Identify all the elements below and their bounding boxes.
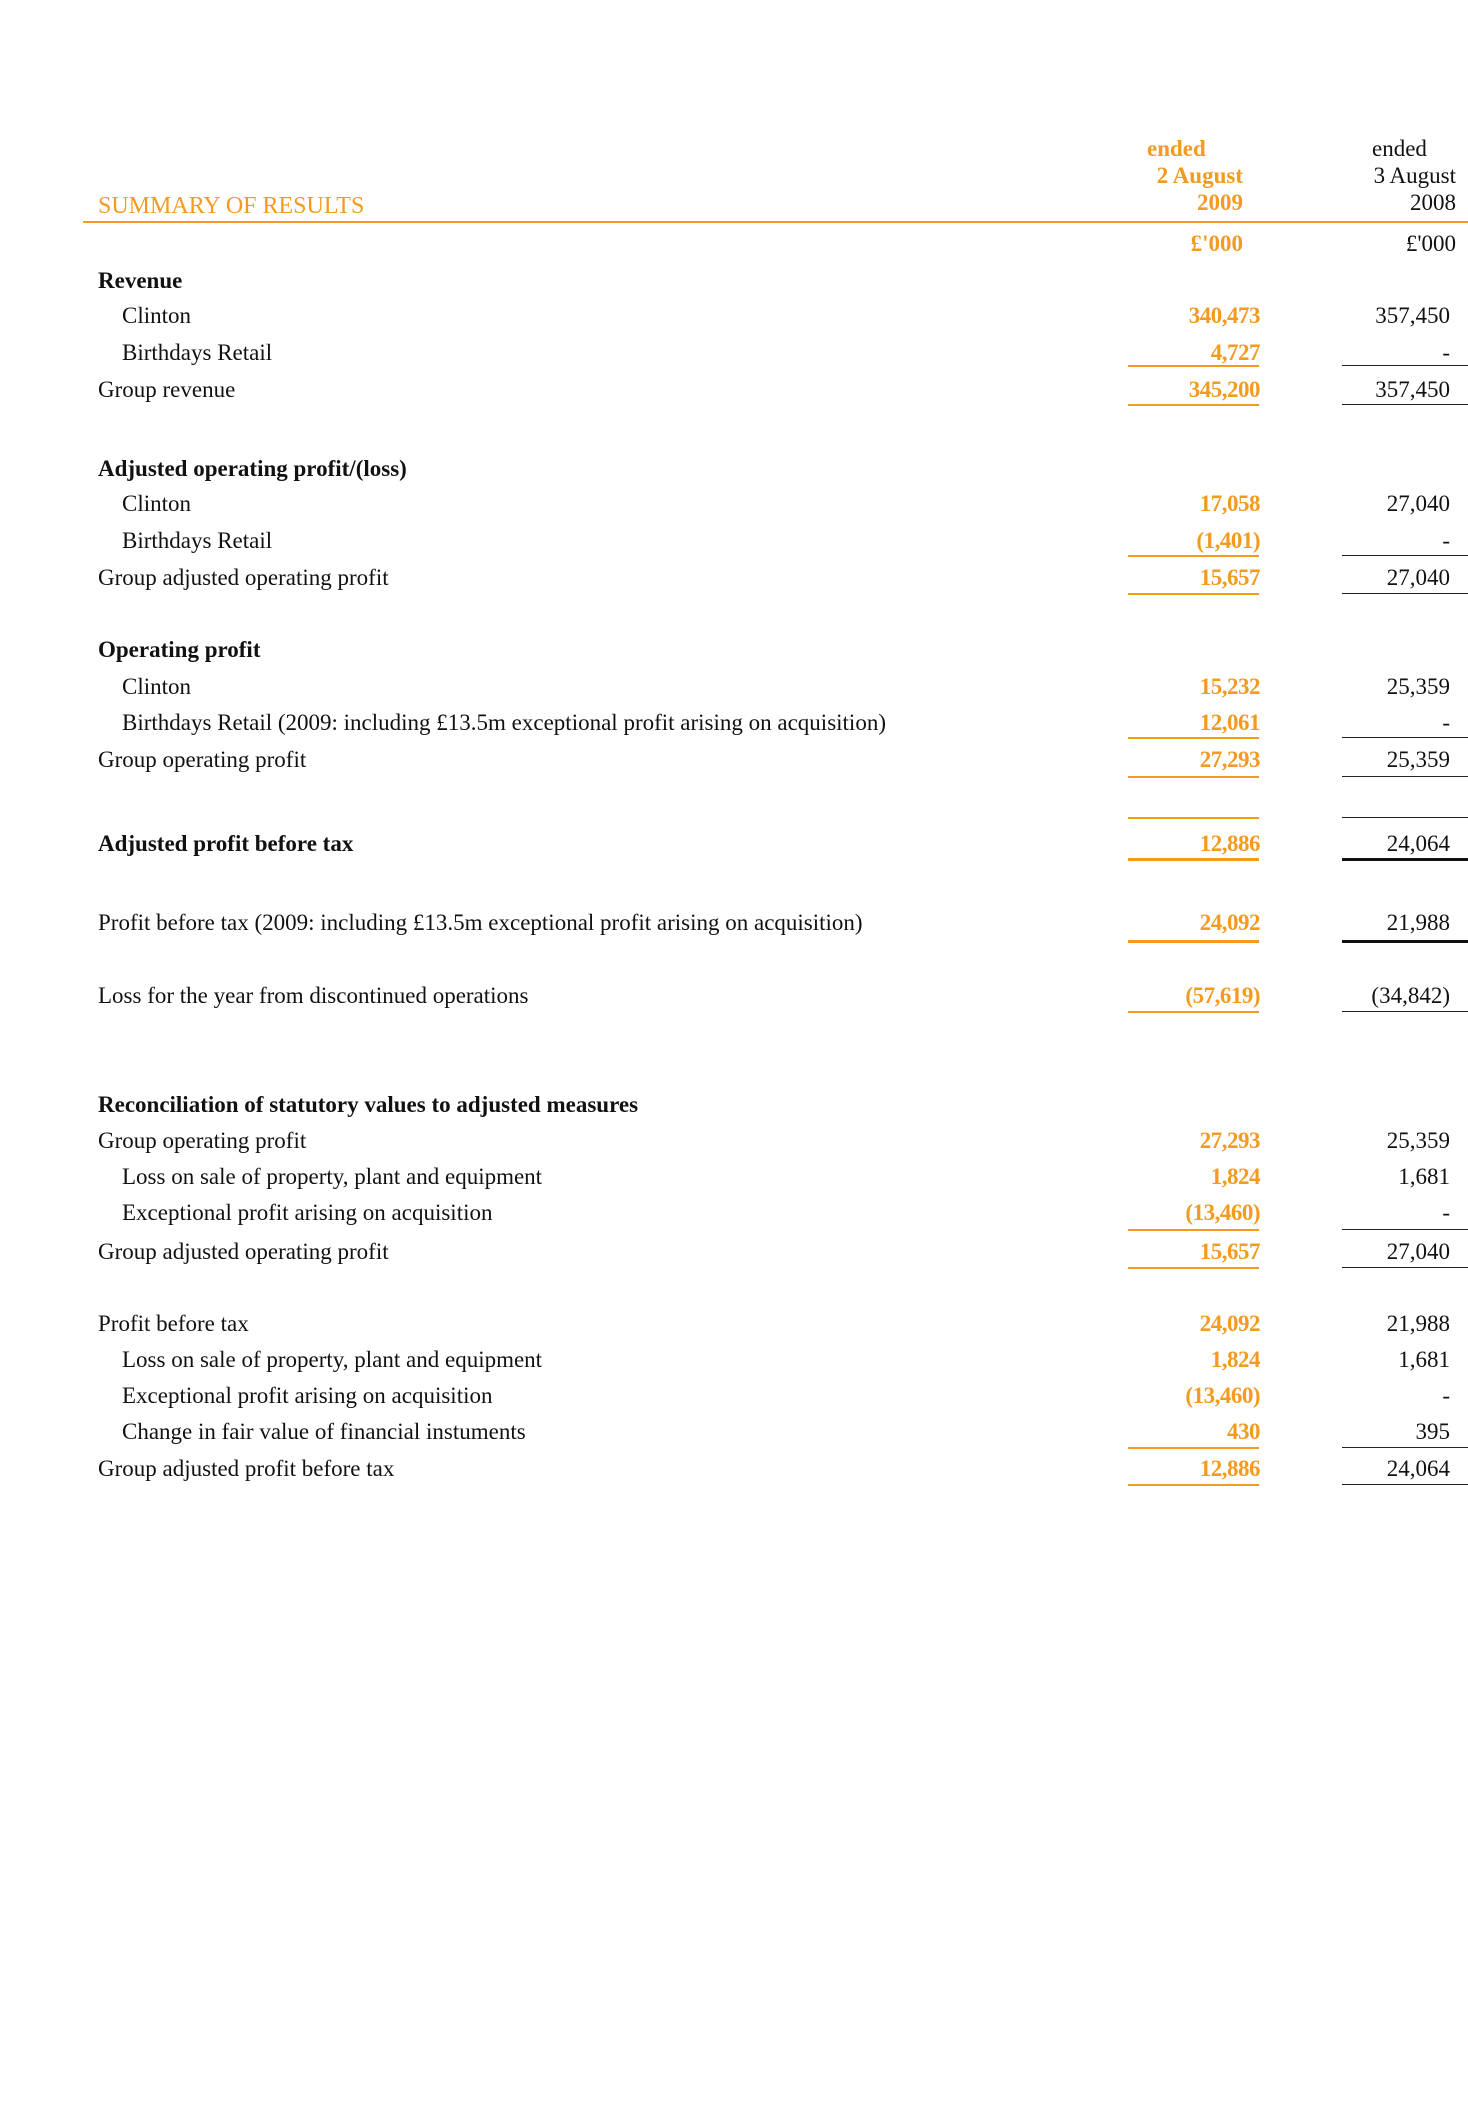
value-2009: 27,293 <box>1199 747 1260 772</box>
row-label-discontinued: Loss for the year from discontinued operations <box>98 983 529 1008</box>
value-2008: - <box>1442 710 1450 735</box>
value-2009: (13,460) <box>1185 1200 1260 1225</box>
row-label-total: Group adjusted profit before tax <box>98 1456 395 1481</box>
value-2009: 4,727 <box>1210 340 1260 365</box>
column-unit-2009: £'000 <box>1190 231 1243 256</box>
top-rule-2009 <box>1128 817 1259 819</box>
value-2009: 17,058 <box>1199 491 1260 516</box>
column-unit-2008: £'000 <box>1405 231 1456 256</box>
section-heading-operating: Operating profit <box>98 637 261 662</box>
value-2008: 357,450 <box>1375 303 1450 328</box>
subtotal-rule-2008 <box>1342 1447 1468 1448</box>
total-rule-2009 <box>1128 1267 1259 1269</box>
value-2008: 1,681 <box>1398 1164 1450 1189</box>
column-header-2009-date: 2 August <box>1156 163 1243 188</box>
row-label: Change in fair value of financial instuments <box>122 1419 526 1444</box>
total-rule-2009 <box>1128 593 1259 595</box>
row-label: Birthdays Retail <box>122 528 273 553</box>
section-heading-revenue: Revenue <box>98 268 183 293</box>
value-2008: 357,450 <box>1375 377 1450 402</box>
value-2009: 1,824 <box>1210 1347 1260 1372</box>
row-label: Loss on sale of property, plant and equipment <box>122 1347 543 1372</box>
double-rule-2009 <box>1128 858 1259 861</box>
row-label: Birthdays Retail <box>122 340 273 365</box>
row-label: Exceptional profit arising on acquisition <box>122 1383 493 1408</box>
top-rule-2008 <box>1342 817 1468 818</box>
value-2009: 340,473 <box>1188 303 1260 328</box>
double-rule-2008 <box>1342 940 1468 943</box>
row-label-total: Group adjusted operating profit <box>98 565 389 590</box>
title-rule <box>83 221 1468 223</box>
subtotal-rule-2009 <box>1128 1447 1259 1449</box>
total-rule-2008 <box>1342 1484 1468 1485</box>
value-2008: 25,359 <box>1386 1128 1450 1153</box>
double-rule-2009 <box>1128 940 1259 943</box>
value-2009: 15,232 <box>1199 674 1260 699</box>
value-2009: 15,657 <box>1199 1239 1260 1264</box>
value-2009: 12,886 <box>1199 831 1260 856</box>
section-heading-reconciliation: Reconciliation of statutory values to adjusted measures <box>98 1092 639 1117</box>
value-2009: 1,824 <box>1210 1164 1260 1189</box>
subtotal-rule-2009 <box>1128 365 1259 367</box>
value-2009: 24,092 <box>1199 1311 1260 1336</box>
value-2009: (13,460) <box>1185 1383 1260 1408</box>
total-rule-2008 <box>1342 404 1468 405</box>
total-rule-2009 <box>1128 776 1259 778</box>
row-label: Exceptional profit arising on acquisition <box>122 1200 493 1225</box>
value-2008: 24,064 <box>1386 1456 1450 1481</box>
total-rule-2008 <box>1342 776 1468 777</box>
total-rule-2009 <box>1128 1011 1259 1013</box>
row-label-total: Group revenue <box>98 377 236 402</box>
value-2009: 12,886 <box>1199 1456 1260 1481</box>
value-2009: 12,061 <box>1199 710 1260 735</box>
value-2008: - <box>1442 1383 1450 1408</box>
value-2008: 21,988 <box>1386 1311 1450 1336</box>
section-heading-adjusted-operating: Adjusted operating profit/(loss) <box>98 456 407 481</box>
row-label-total: Group adjusted operating profit <box>98 1239 389 1264</box>
row-label: Birthdays Retail (2009: including £13.5m exceptional profit arising on acquisition) <box>122 710 886 735</box>
value-2009: 15,657 <box>1199 565 1260 590</box>
value-2009: 345,200 <box>1188 377 1260 402</box>
value-2008: 395 <box>1415 1419 1450 1444</box>
subtotal-rule-2008 <box>1342 555 1468 556</box>
subtotal-rule-2008 <box>1342 737 1468 738</box>
value-2008: 1,681 <box>1398 1347 1450 1372</box>
value-2008: 27,040 <box>1386 491 1450 516</box>
value-2008: - <box>1442 528 1450 553</box>
value-2009: (57,619) <box>1185 983 1260 1008</box>
total-rule-2008 <box>1342 593 1468 594</box>
row-label: Clinton <box>122 303 192 328</box>
column-ended-2009-clipped: ended <box>1147 136 1206 161</box>
row-label-adjusted-pbt: Adjusted profit before tax <box>98 831 354 856</box>
value-2009: (1,401) <box>1196 528 1260 553</box>
value-2008: - <box>1442 340 1450 365</box>
subtotal-rule-2009 <box>1128 737 1259 739</box>
page-title: SUMMARY OF RESULTS <box>98 193 365 219</box>
total-rule-2009 <box>1128 1484 1259 1486</box>
value-2009: 24,092 <box>1199 910 1260 935</box>
row-label: Clinton <box>122 491 192 516</box>
row-label: Group operating profit <box>98 1128 307 1153</box>
value-2008: 27,040 <box>1386 1239 1450 1264</box>
row-label: Clinton <box>122 674 192 699</box>
column-header-2008-year: 2008 <box>1410 190 1456 215</box>
row-label: Profit before tax <box>98 1311 249 1336</box>
total-rule-2008 <box>1342 1267 1468 1268</box>
double-rule-2008 <box>1342 858 1468 861</box>
value-2008: 24,064 <box>1386 831 1450 856</box>
subtotal-rule-2008 <box>1342 1229 1468 1230</box>
total-rule-2009 <box>1128 404 1259 406</box>
column-header-2008-date: 3 August <box>1373 163 1456 188</box>
value-2008: 25,359 <box>1386 747 1450 772</box>
value-2008: 21,988 <box>1386 910 1450 935</box>
value-2008: (34,842) <box>1371 983 1450 1008</box>
value-2008: 25,359 <box>1386 674 1450 699</box>
column-header-2009-year: 2009 <box>1197 190 1243 215</box>
subtotal-rule-2009 <box>1128 1229 1259 1231</box>
subtotal-rule-2008 <box>1342 365 1468 366</box>
value-2008: 27,040 <box>1386 565 1450 590</box>
value-2009: 27,293 <box>1199 1128 1260 1153</box>
subtotal-rule-2009 <box>1128 555 1259 557</box>
row-label-total: Group operating profit <box>98 747 307 772</box>
column-ended-2008-clipped: ended <box>1372 136 1427 161</box>
value-2008: - <box>1442 1200 1450 1225</box>
row-label-pbt: Profit before tax (2009: including £13.5m exceptional profit arising on acquisition) <box>98 910 863 935</box>
row-label: Loss on sale of property, plant and equipment <box>122 1164 543 1189</box>
value-2009: 430 <box>1227 1419 1260 1444</box>
total-rule-2008 <box>1342 1011 1468 1012</box>
